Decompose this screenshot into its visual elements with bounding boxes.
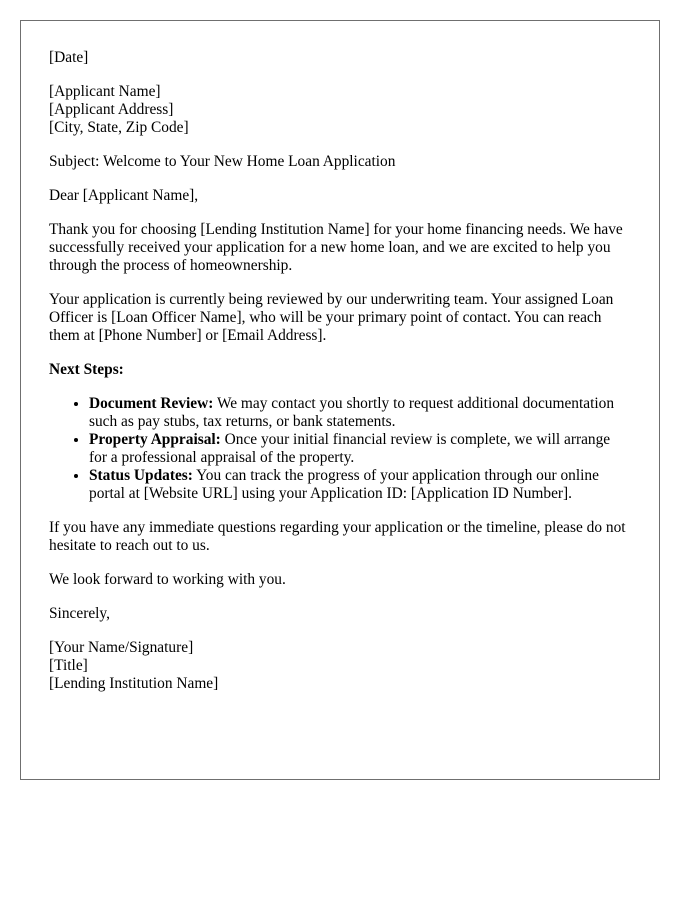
step-text-document-review: We may contact you shortly to request additional documentation such as pay stubs, tax returns, or bank statements. — [89, 395, 615, 430]
review-paragraph: Your application is currently being reviewed by our underwriting team. Your assigned Loan Officer is [Loan Officer Name], who will be your primary point of contact. You can reach them at [Phone Number] or [Email Address]. — [49, 291, 614, 344]
recipient-address: [Applicant Address] — [49, 101, 174, 118]
list-item — [89, 395, 631, 431]
letter-document — [20, 20, 660, 780]
letter-salutation: Dear [Applicant Name], — [49, 187, 199, 204]
signature-block — [49, 639, 631, 693]
list-item — [89, 431, 631, 467]
signature-name: [Your Name/Signature] — [49, 639, 194, 656]
next-steps-list — [49, 395, 631, 503]
sign-off: Sincerely, — [49, 605, 110, 622]
intro-paragraph: Thank you for choosing [Lending Institution Name] for your home financing needs. We have successfully received your application for a new home loan, and we are excited to help you through the process of homeownership. — [49, 221, 623, 274]
step-text-status-updates: You can track the progress of your application through our online portal at [Website URL] using your Application ID: [Application ID Number]. — [89, 467, 599, 502]
step-term-document-review: Document Review: — [89, 395, 214, 412]
letter-date: [Date] — [49, 49, 89, 66]
next-steps-heading: Next Steps: — [49, 361, 124, 378]
step-text-property-appraisal: Once your initial financial review is complete, we will arrange for a professional appraisal of the property. — [89, 431, 611, 466]
step-term-status-updates: Status Updates: — [89, 467, 193, 484]
step-term-property-appraisal: Property Appraisal: — [89, 431, 221, 448]
signature-institution: [Lending Institution Name] — [49, 675, 219, 692]
forward-paragraph: We look forward to working with you. — [49, 571, 286, 588]
recipient-city-state-zip: [City, State, Zip Code] — [49, 119, 189, 136]
recipient-name: [Applicant Name] — [49, 83, 161, 100]
questions-paragraph: If you have any immediate questions regarding your application or the timeline, please do not hesitate to reach out to us. — [49, 519, 626, 554]
recipient-address-block — [49, 83, 631, 137]
letter-subject: Subject: Welcome to Your New Home Loan Application — [49, 153, 396, 170]
list-item — [89, 467, 631, 503]
signature-title: [Title] — [49, 657, 88, 674]
